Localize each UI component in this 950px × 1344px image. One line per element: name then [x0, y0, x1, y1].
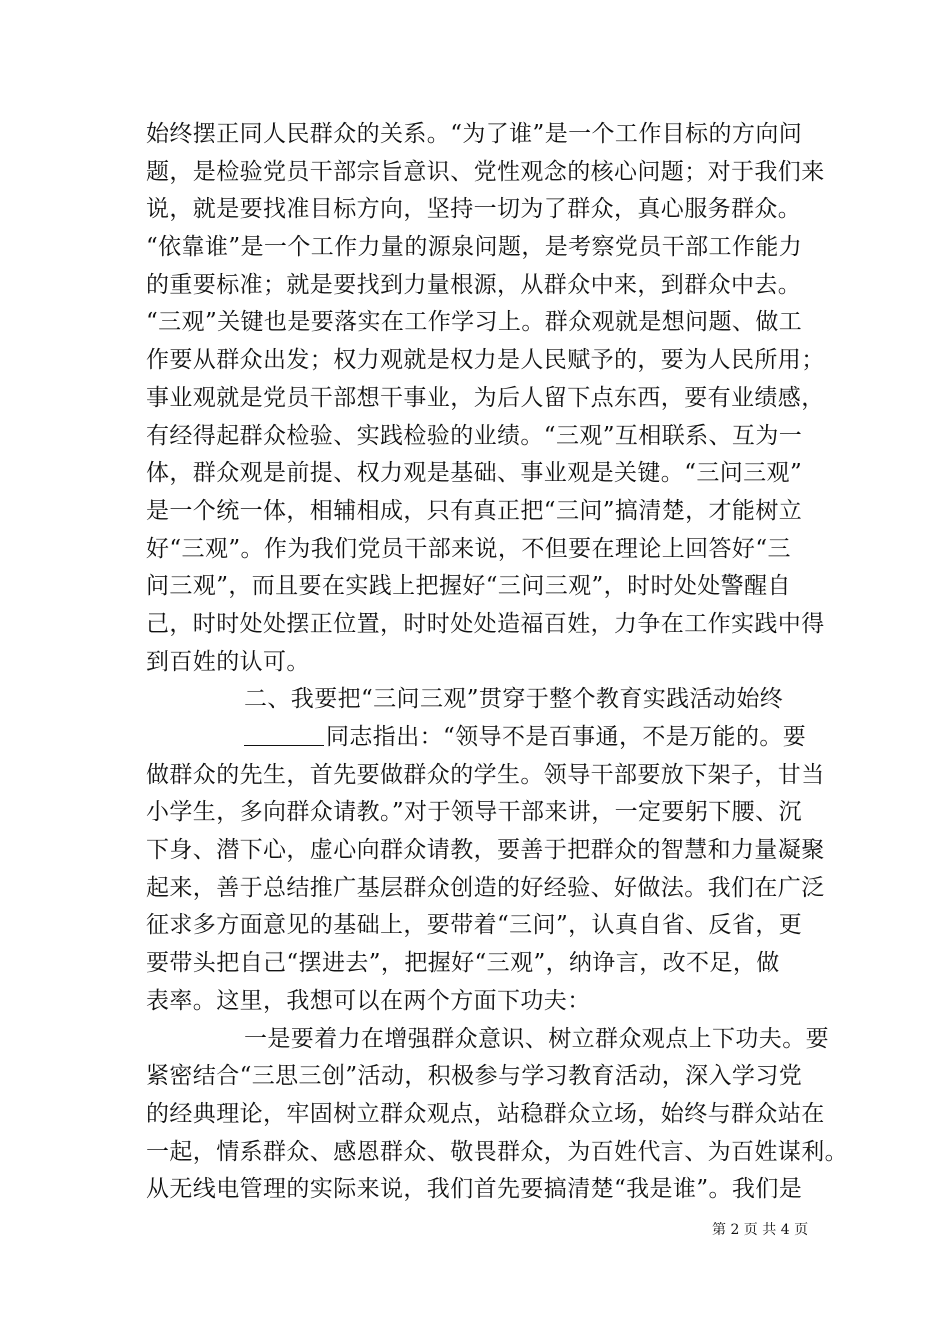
quote-first-line	[146, 719, 810, 757]
paragraph-line: 小学生，多向群众请教。”对于领导干部来讲，一定要躬下腰、沉	[146, 799, 802, 826]
paragraph-line: 问三观”，而且要在实践上把握好“三问三观”，时时处处警醒自	[146, 573, 791, 600]
paragraph-line: 下身、潜下心，虚心向群众请教，要善于把群众的智慧和力量凝聚	[146, 837, 825, 864]
paragraph-line: 紧密结合“三思三创”活动，积极参与学习教育活动，深入学习党	[146, 1063, 803, 1090]
paragraph-line: 好“三观”。作为我们党员干部来说，不但要在理论上回答好“三	[146, 535, 791, 562]
paragraph-line: 是一个统一体，相辅相成，只有真正把“三问”搞清楚，才能树立	[146, 497, 803, 524]
paragraph-line: 说，就是要找准目标方向，坚持一切为了群众，真心服务群众。	[146, 196, 802, 223]
paragraph-line: 要带头把自己“摆进去”，把握好“三观”，纳诤言，改不足，做	[146, 950, 780, 977]
paragraph-line: 做群众的先生，首先要做群众的学生。领导干部要放下架子，甘当	[146, 761, 825, 788]
paragraph-line: 有经得起群众检验、实践检验的业绩。“三观”互相联系、互为一	[146, 422, 803, 449]
paragraph-line: 作要从群众出发；权力观就是权力是人民赋予的，要为人民所用；	[146, 347, 825, 374]
paragraph-line: 的经典理论，牢固树立群众观点，站稳群众立场，始终与群众站在	[146, 1100, 825, 1127]
section-heading: 二、我要把“三问三观”贯穿于整个教育实践活动始终	[244, 686, 784, 713]
quote-first-text: 同志指出：“领导不是百事通，不是万能的。要	[326, 724, 807, 750]
point-one-first-line: 一是要着力在增强群众意识、树立群众观点上下功夫。要	[244, 1025, 829, 1052]
paragraph-line: 到百姓的认可。	[146, 648, 310, 675]
paragraph-line: 表率。这里，我想可以在两个方面下功夫：	[146, 987, 591, 1014]
paragraph-line: 始终摆正同人民群众的关系。“为了谁”是一个工作目标的方向问	[146, 121, 803, 147]
paragraph-line: 事业观就是党员干部想干事业，为后人留下点东西，要有业绩感，	[146, 384, 825, 411]
paragraph-line: 己，时时处处摆正位置，时时处处造福百姓，力争在工作实践中得	[146, 610, 825, 637]
paragraph-line: 起来，善于总结推广基层群众创造的好经验、好做法。我们在广泛	[146, 874, 825, 901]
paragraph-line: 征求多方面意见的基础上，要带着“三问”，认真自省、反省，更	[146, 912, 803, 939]
paragraph-line: “三观”关键也是要落实在工作学习上。群众观就是想问题、做工	[146, 309, 803, 336]
name-blank	[244, 723, 324, 746]
paragraph-line: “依靠谁”是一个工作力量的源泉问题，是考察党员干部工作能力	[146, 234, 803, 261]
body-text	[146, 116, 848, 1209]
paragraph-line: 体，群众观是前提、权力观是基础、事业观是关键。“三问三观”	[146, 460, 803, 487]
paragraph-line: 从无线电管理的实际来说，我们首先要搞清楚“我是谁”。我们是	[146, 1176, 803, 1203]
paragraph-line: 一起，情系群众、感恩群众、敬畏群众，为百姓代言、为百姓谋利。	[146, 1138, 848, 1165]
paragraph-line: 的重要标准；就是要找到力量根源，从群众中来，到群众中去。	[146, 271, 802, 298]
paragraph-line: 题，是检验党员干部宗旨意识、党性观念的核心问题；对于我们来	[146, 158, 825, 185]
page-number: 第 2 页 共 4 页	[712, 1222, 809, 1238]
